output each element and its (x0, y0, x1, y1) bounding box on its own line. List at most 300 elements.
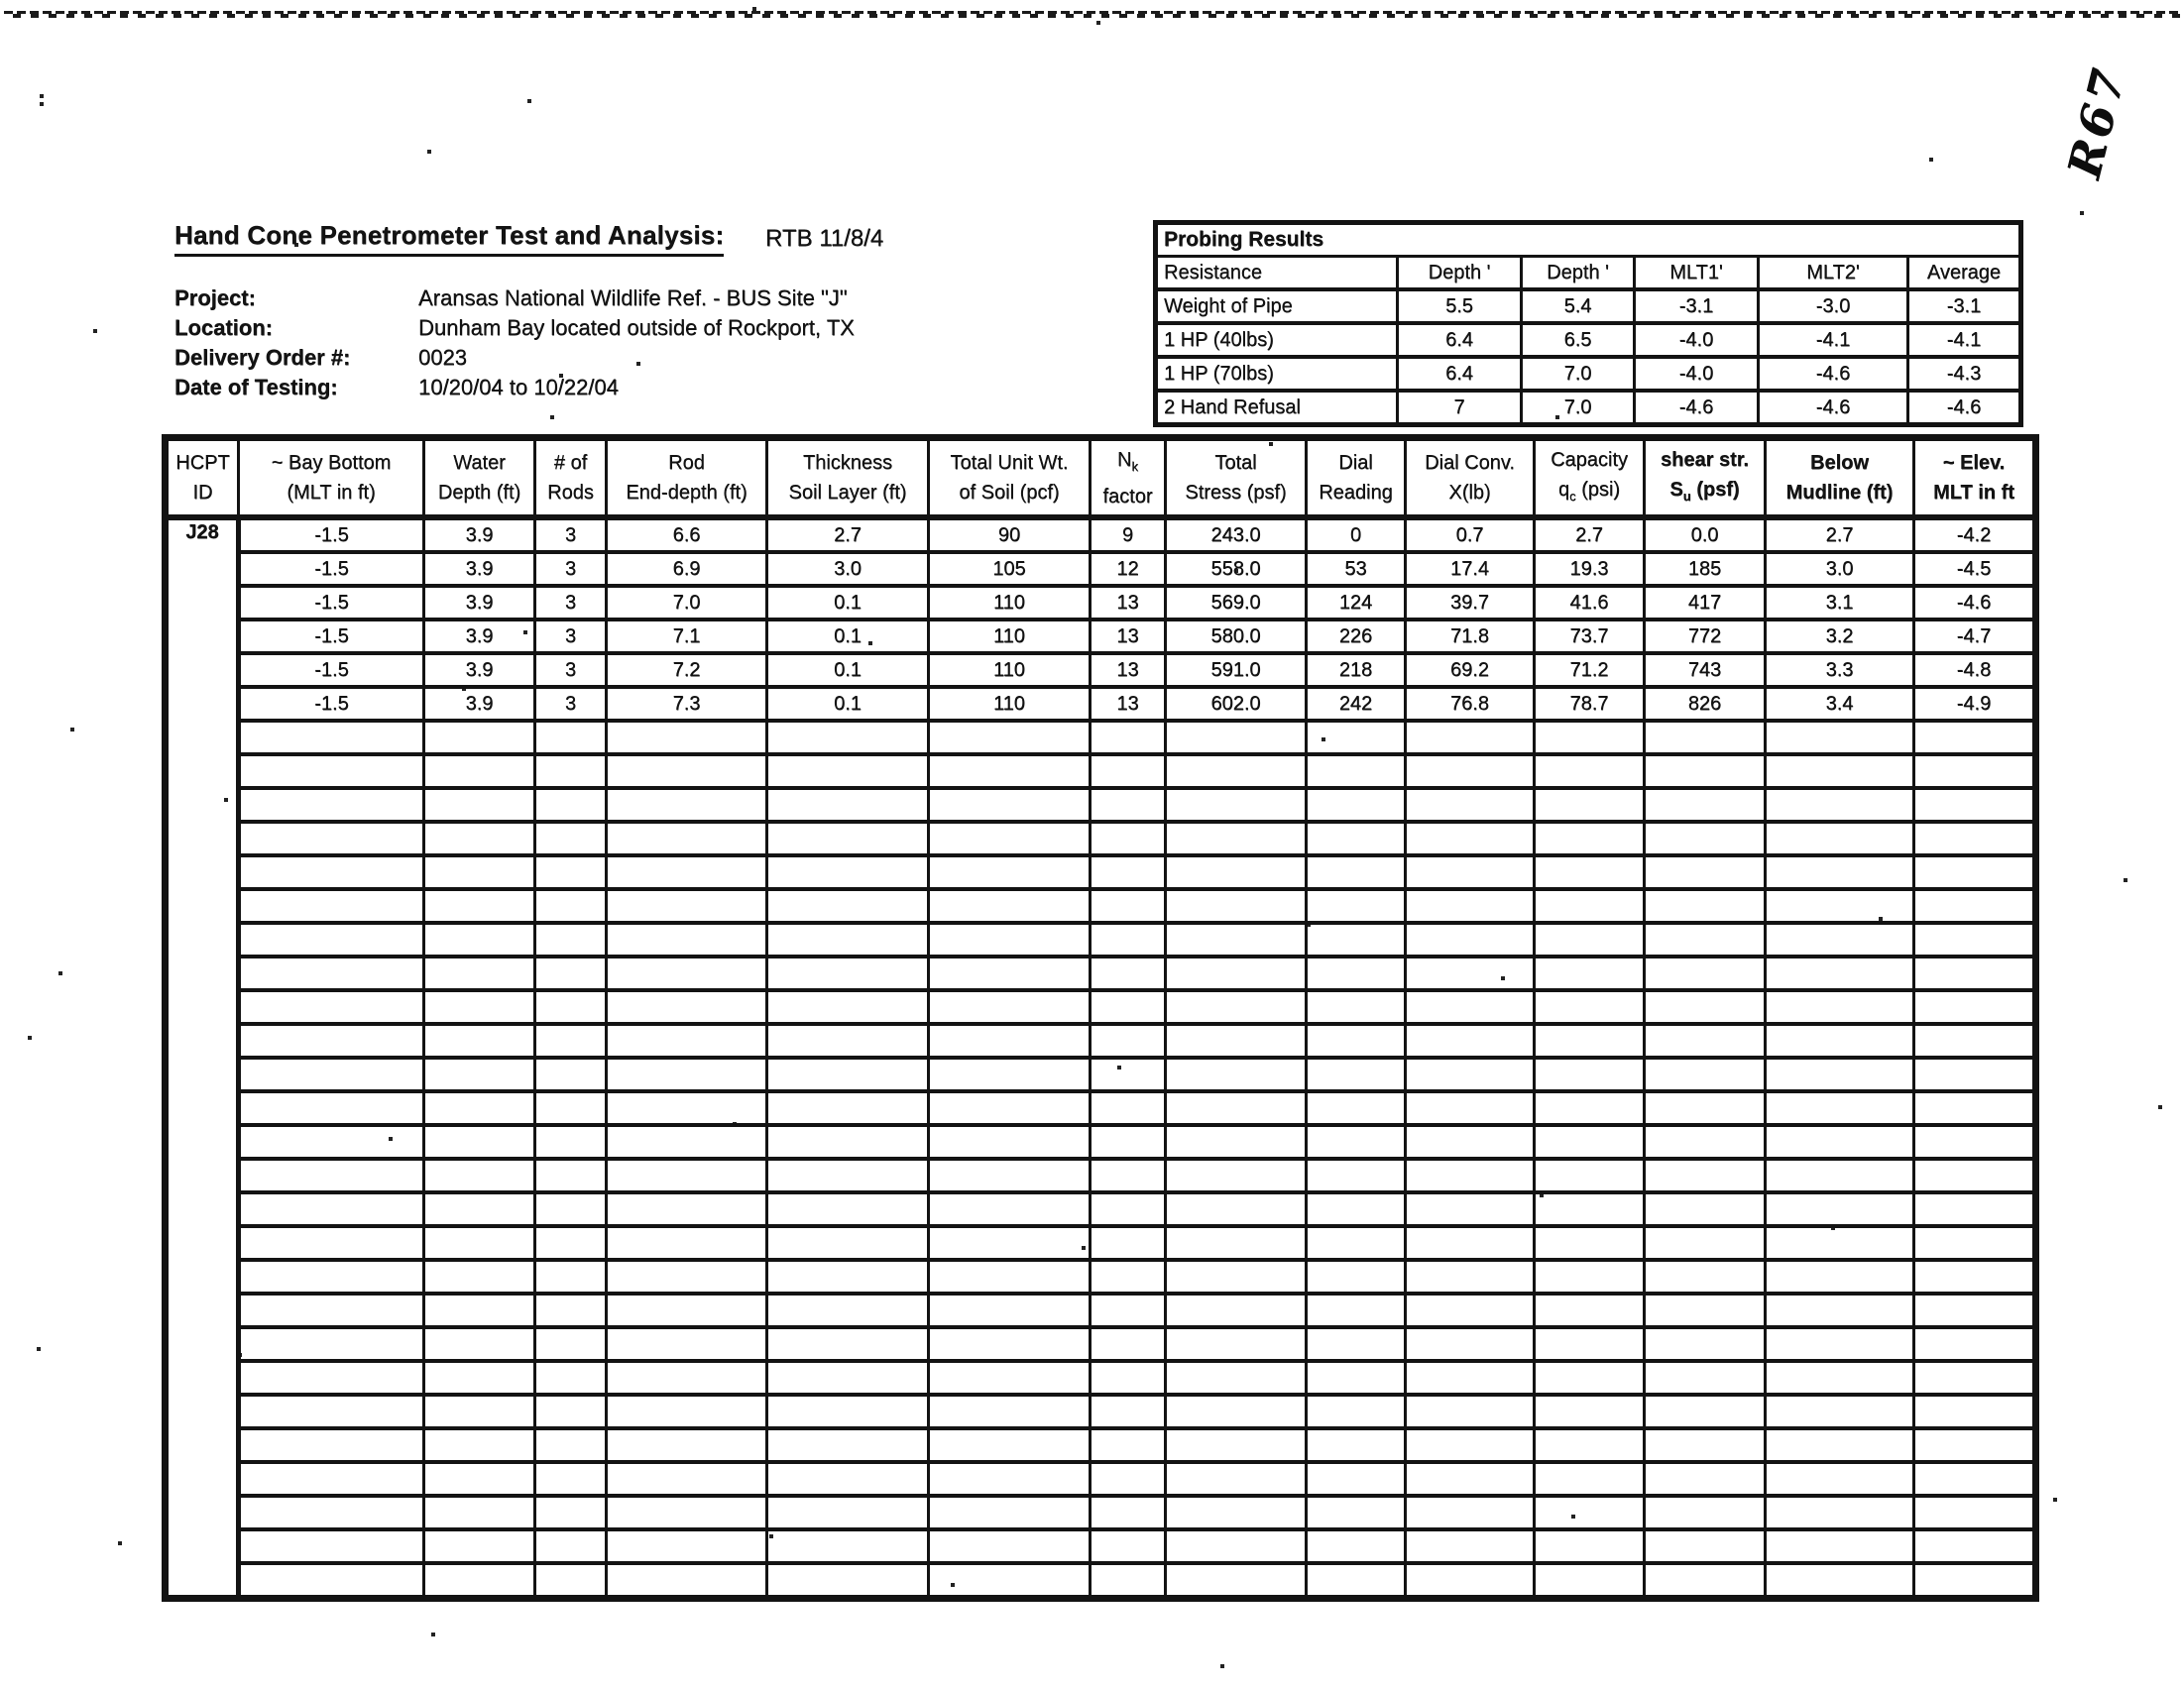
hcpt-cell: 69.2 (1406, 653, 1535, 687)
hcpt-empty-cell (1307, 855, 1406, 889)
probing-cell: -4.1 (1908, 323, 2021, 357)
hcpt-empty-cell (1166, 1024, 1307, 1058)
hcpt-col-header-line2: Depth (ft) (437, 482, 521, 504)
hcpt-col-header-line2: ID (192, 482, 213, 504)
probing-col-header: Depth ' (1398, 257, 1522, 290)
hcpt-empty-cell (1914, 788, 2036, 822)
hcpt-col-header (535, 438, 607, 518)
hcpt-cell: -1.5 (239, 552, 424, 586)
hcpt-empty-cell (767, 1462, 929, 1496)
probing-col-header: Depth ' (1522, 257, 1635, 290)
hcpt-empty-cell (607, 721, 767, 754)
hcpt-empty-cell (1307, 1563, 1406, 1599)
hcpt-empty-cell (239, 855, 424, 889)
hcpt-empty-cell (1091, 1496, 1166, 1529)
hcpt-empty-cell (1406, 1226, 1535, 1260)
probing-cell: -3.1 (1635, 289, 1759, 323)
hcpt-empty-cell (1645, 1462, 1766, 1496)
hcpt-empty-cell (1645, 990, 1766, 1024)
hcpt-empty-row (166, 1395, 2036, 1428)
hcpt-empty-cell (607, 822, 767, 855)
hcpt-empty-cell (424, 1260, 535, 1294)
hcpt-col-header-line1: Rod (668, 452, 705, 474)
hcpt-empty-cell (1166, 721, 1307, 754)
hcpt-empty-cell (1535, 1462, 1645, 1496)
hcpt-empty-cell (424, 1563, 535, 1599)
hcpt-empty-cell (424, 1462, 535, 1496)
probing-header-row (1156, 257, 2021, 290)
hcpt-empty-cell (1406, 923, 1535, 957)
hcpt-cell: 3 (535, 586, 607, 620)
hcpt-empty-cell (424, 1226, 535, 1260)
hcpt-col-header-line2: End-depth (ft) (626, 482, 747, 504)
hcpt-empty-cell (1166, 1192, 1307, 1226)
hcpt-empty-cell (1091, 1529, 1166, 1563)
hcpt-empty-cell (1091, 889, 1166, 923)
hcpt-empty-cell (424, 1395, 535, 1428)
hcpt-col-header-line2: X(lb) (1448, 482, 1491, 504)
hcpt-empty-cell (1307, 788, 1406, 822)
hcpt-empty-cell (535, 957, 607, 990)
hcpt-col-header-line2: Soil Layer (ft) (788, 482, 907, 504)
hcpt-empty-cell (929, 1428, 1091, 1462)
hcpt-empty-row (166, 923, 2036, 957)
delivery-order-value: 0023 (418, 345, 467, 370)
probing-row-label: 1 HP (40lbs) (1156, 323, 1398, 357)
hcpt-col-header-line1: Water (453, 452, 506, 474)
hcpt-cell: 242 (1307, 687, 1406, 721)
hcpt-empty-cell (1091, 822, 1166, 855)
hcpt-empty-row (166, 889, 2036, 923)
hcpt-empty-cell (1535, 1496, 1645, 1529)
hcpt-empty-cell (1307, 1159, 1406, 1192)
hcpt-empty-cell (1166, 788, 1307, 822)
hcpt-col-header-line1: ~ Bay Bottom (271, 452, 392, 474)
hcpt-cell: 41.6 (1535, 586, 1645, 620)
hcpt-empty-cell (767, 1226, 929, 1260)
hcpt-empty-cell (535, 1192, 607, 1226)
hcpt-empty-cell (535, 721, 607, 754)
hcpt-empty-cell (929, 1462, 1091, 1496)
hcpt-empty-cell (1645, 957, 1766, 990)
hcpt-empty-cell (1406, 1125, 1535, 1159)
hcpt-col-header (1914, 438, 2036, 518)
hcpt-empty-cell (1535, 1058, 1645, 1091)
hcpt-empty-cell (607, 1428, 767, 1462)
hcpt-empty-cell (1645, 1260, 1766, 1294)
probing-col-header: MLT2' (1759, 257, 1908, 290)
probing-data-row (1156, 289, 2021, 323)
hcpt-empty-cell (1091, 923, 1166, 957)
hcpt-empty-cell (1091, 1024, 1166, 1058)
hcpt-col-header (166, 438, 239, 518)
hcpt-empty-cell (1091, 1159, 1166, 1192)
hcpt-empty-cell (1914, 923, 2036, 957)
hcpt-empty-cell (1766, 1192, 1914, 1226)
hcpt-empty-cell (1406, 1091, 1535, 1125)
hcpt-col-header-line2: $S_u$ (psf) (1669, 478, 1740, 504)
hcpt-empty-cell (535, 754, 607, 788)
hcpt-empty-cell (1645, 1395, 1766, 1428)
hcpt-empty-cell (1307, 1226, 1406, 1260)
probing-row-label: 1 HP (70lbs) (1156, 357, 1398, 391)
hcpt-empty-row (166, 1529, 2036, 1563)
hcpt-empty-cell (607, 754, 767, 788)
hcpt-empty-cell (1307, 889, 1406, 923)
hcpt-empty-cell (239, 1462, 424, 1496)
hcpt-empty-cell (1307, 1361, 1406, 1395)
hcpt-empty-row (166, 1125, 2036, 1159)
hcpt-empty-row (166, 1260, 2036, 1294)
hcpt-empty-cell (1535, 1428, 1645, 1462)
hcpt-empty-cell (424, 1496, 535, 1529)
hcpt-empty-cell (1307, 957, 1406, 990)
hcpt-empty-cell (1766, 1496, 1914, 1529)
probing-row-label: 2 Hand Refusal (1156, 391, 1398, 425)
hcpt-empty-cell (424, 822, 535, 855)
hcpt-empty-cell (767, 1428, 929, 1462)
hcpt-cell: 73.7 (1535, 620, 1645, 653)
hcpt-empty-cell (1645, 1125, 1766, 1159)
hcpt-empty-cell (607, 1294, 767, 1327)
hcpt-empty-cell (1091, 1192, 1166, 1226)
hcpt-col-header-line2: $q_c$ (psi) (1557, 478, 1621, 504)
hcpt-cell: 3.9 (424, 517, 535, 552)
hcpt-empty-cell (1766, 1125, 1914, 1159)
hcpt-empty-cell (1766, 1058, 1914, 1091)
hcpt-cell: 13 (1091, 653, 1166, 687)
hcpt-empty-cell (607, 1462, 767, 1496)
hcpt-empty-cell (929, 1260, 1091, 1294)
hcpt-empty-cell (1535, 1563, 1645, 1599)
hcpt-empty-cell (1406, 788, 1535, 822)
hcpt-empty-cell (239, 1529, 424, 1563)
hcpt-empty-row (166, 1294, 2036, 1327)
hcpt-empty-cell (239, 1058, 424, 1091)
hcpt-empty-cell (1535, 990, 1645, 1024)
hcpt-empty-cell (1645, 1428, 1766, 1462)
hcpt-empty-cell (239, 889, 424, 923)
hcpt-empty-cell (767, 1024, 929, 1058)
hcpt-cell: 226 (1307, 620, 1406, 653)
hcpt-col-header-line1: ~ Elev. (1942, 452, 2006, 474)
hcpt-empty-cell (1166, 754, 1307, 788)
hcpt-empty-cell (239, 1091, 424, 1125)
probing-cell: -4.6 (1908, 391, 2021, 425)
hcpt-col-header (1307, 438, 1406, 518)
hcpt-empty-cell (607, 889, 767, 923)
hcpt-empty-cell (239, 957, 424, 990)
hcpt-empty-cell (1535, 754, 1645, 788)
hcpt-empty-cell (1645, 1563, 1766, 1599)
probing-cell: -4.6 (1759, 357, 1908, 391)
hcpt-empty-cell (239, 1125, 424, 1159)
hcpt-empty-cell (424, 1058, 535, 1091)
hcpt-empty-cell (929, 1192, 1091, 1226)
hcpt-cell: 124 (1307, 586, 1406, 620)
hcpt-empty-cell (1914, 1260, 2036, 1294)
hcpt-col-header-line1: Capacity (1551, 448, 1628, 471)
hcpt-cell: 2.7 (1535, 517, 1645, 552)
hcpt-empty-cell (607, 957, 767, 990)
hcpt-empty-row (166, 990, 2036, 1024)
hcpt-cell: 3.4 (1766, 687, 1914, 721)
hcpt-empty-cell (1645, 754, 1766, 788)
hcpt-col-header-line1: Dial Conv. (1425, 452, 1515, 474)
hcpt-empty-cell (929, 1024, 1091, 1058)
hcpt-col-header-line2: Stress (psf) (1185, 482, 1287, 504)
probing-data-row (1156, 357, 2021, 391)
hcpt-empty-cell (929, 822, 1091, 855)
hcpt-empty-row (166, 754, 2036, 788)
hcpt-empty-cell (607, 1260, 767, 1294)
hcpt-cell: 12 (1091, 552, 1166, 586)
hcpt-empty-cell (1914, 1159, 2036, 1192)
hcpt-empty-cell (1406, 721, 1535, 754)
hcpt-cell: 90 (929, 517, 1091, 552)
info-row-delivery-order (174, 343, 855, 373)
hcpt-empty-cell (1766, 1563, 1914, 1599)
hcpt-empty-cell (1645, 1496, 1766, 1529)
hcpt-col-header (1766, 438, 1914, 518)
hcpt-empty-cell (1166, 1294, 1307, 1327)
hcpt-col-header-line1: Thickness (802, 452, 893, 474)
hcpt-empty-cell (1766, 1395, 1914, 1428)
hcpt-cell: 602.0 (1166, 687, 1307, 721)
hcpt-col-header-line1: $N_k$ (1117, 448, 1138, 474)
hcpt-empty-cell (1166, 1395, 1307, 1428)
date-of-testing-value: 10/20/04 to 10/22/04 (418, 375, 619, 399)
hcpt-empty-cell (929, 1327, 1091, 1361)
hcpt-empty-cell (535, 1159, 607, 1192)
probing-row-label: Weight of Pipe (1156, 289, 1398, 323)
hcpt-cell: 580.0 (1166, 620, 1307, 653)
scan-noise-speckles (0, 0, 2, 2)
hcpt-empty-cell (424, 1091, 535, 1125)
hcpt-empty-cell (1166, 1462, 1307, 1496)
probing-cell: 7.0 (1522, 391, 1635, 425)
hcpt-empty-cell (607, 990, 767, 1024)
hcpt-empty-cell (239, 1159, 424, 1192)
hcpt-empty-cell (1166, 1058, 1307, 1091)
hcpt-empty-cell (535, 923, 607, 957)
probing-data-row (1156, 391, 2021, 425)
hcpt-empty-cell (239, 990, 424, 1024)
probing-cell: 5.5 (1398, 289, 1522, 323)
hcpt-empty-cell (424, 788, 535, 822)
hcpt-cell: 39.7 (1406, 586, 1535, 620)
hcpt-empty-cell (1091, 957, 1166, 990)
hcpt-empty-cell (767, 1361, 929, 1395)
hcpt-empty-cell (535, 1361, 607, 1395)
hcpt-empty-cell (1307, 822, 1406, 855)
hcpt-empty-cell (607, 1024, 767, 1058)
hcpt-empty-cell (767, 923, 929, 957)
hcpt-empty-cell (1166, 1226, 1307, 1260)
hcpt-empty-cell (1307, 1529, 1406, 1563)
hcpt-data-table (162, 434, 2039, 1602)
hcpt-cell: 417 (1645, 586, 1766, 620)
hcpt-empty-cell (767, 1294, 929, 1327)
hcpt-empty-cell (929, 855, 1091, 889)
hcpt-empty-cell (1406, 1462, 1535, 1496)
hcpt-data-row (166, 687, 2036, 721)
probing-cell: -4.1 (1759, 323, 1908, 357)
hcpt-empty-row (166, 1024, 2036, 1058)
hcpt-empty-cell (239, 1361, 424, 1395)
hcpt-empty-cell (607, 1091, 767, 1125)
hcpt-empty-cell (1766, 1529, 1914, 1563)
hcpt-empty-cell (535, 855, 607, 889)
hcpt-empty-cell (1766, 788, 1914, 822)
hcpt-empty-cell (767, 1260, 929, 1294)
hcpt-empty-cell (929, 957, 1091, 990)
hcpt-cell: 110 (929, 586, 1091, 620)
probing-cell: 6.4 (1398, 357, 1522, 391)
hcpt-col-header (239, 438, 424, 518)
hcpt-empty-row (166, 1462, 2036, 1496)
hcpt-empty-cell (1535, 822, 1645, 855)
hcpt-empty-cell (1091, 1327, 1166, 1361)
hcpt-empty-cell (239, 1294, 424, 1327)
hcpt-cell: 53 (1307, 552, 1406, 586)
hcpt-empty-cell (1914, 721, 2036, 754)
hcpt-empty-cell (1406, 855, 1535, 889)
hcpt-empty-cell (1766, 822, 1914, 855)
hcpt-empty-cell (424, 721, 535, 754)
hcpt-empty-cell (1645, 1529, 1766, 1563)
hcpt-empty-cell (535, 1496, 607, 1529)
hcpt-empty-cell (1645, 1226, 1766, 1260)
hcpt-empty-cell (1645, 923, 1766, 957)
hcpt-cell: 0.7 (1406, 517, 1535, 552)
scan-artifact-line (4, 10, 2181, 19)
hcpt-cell: 7.0 (607, 586, 767, 620)
hcpt-cell: 3.9 (424, 552, 535, 586)
hcpt-empty-cell (1091, 1462, 1166, 1496)
hcpt-cell: -4.9 (1914, 687, 2036, 721)
hcpt-empty-cell (424, 855, 535, 889)
hcpt-empty-cell (1166, 822, 1307, 855)
hcpt-empty-cell (607, 1226, 767, 1260)
hcpt-empty-cell (1645, 721, 1766, 754)
hcpt-empty-cell (929, 1091, 1091, 1125)
hcpt-empty-cell (1645, 788, 1766, 822)
hcpt-cell: 78.7 (1535, 687, 1645, 721)
hcpt-data-row (166, 620, 2036, 653)
hcpt-empty-cell (1645, 1091, 1766, 1125)
hcpt-empty-cell (1091, 855, 1166, 889)
hcpt-col-header-line2: factor (1102, 485, 1153, 507)
hcpt-empty-cell (1166, 1496, 1307, 1529)
hcpt-empty-cell (1406, 1294, 1535, 1327)
hcpt-empty-cell (767, 788, 929, 822)
hcpt-cell: 71.8 (1406, 620, 1535, 653)
hcpt-empty-cell (535, 1395, 607, 1428)
hcpt-cell: 0.1 (767, 653, 929, 687)
hcpt-cell: 105 (929, 552, 1091, 586)
hcpt-cell: -4.5 (1914, 552, 2036, 586)
hcpt-empty-cell (1406, 1260, 1535, 1294)
hcpt-empty-cell (1406, 754, 1535, 788)
hcpt-empty-cell (607, 1395, 767, 1428)
hcpt-empty-cell (1914, 1496, 2036, 1529)
hcpt-col-header-line1: # of (553, 452, 588, 474)
hcpt-empty-cell (1307, 1125, 1406, 1159)
hcpt-empty-cell (1166, 1125, 1307, 1159)
hcpt-empty-cell (239, 788, 424, 822)
hcpt-empty-cell (1307, 1192, 1406, 1226)
hcpt-empty-cell (1914, 957, 2036, 990)
hcpt-empty-cell (1914, 822, 2036, 855)
probing-results-title: Probing Results (1156, 223, 2021, 257)
hcpt-empty-cell (1645, 1361, 1766, 1395)
hcpt-empty-row (166, 788, 2036, 822)
hcpt-empty-cell (239, 1327, 424, 1361)
hcpt-cell: 0.1 (767, 620, 929, 653)
hcpt-empty-cell (1645, 1024, 1766, 1058)
hcpt-data-row (166, 552, 2036, 586)
hcpt-empty-cell (1914, 754, 2036, 788)
hcpt-empty-cell (767, 855, 929, 889)
hcpt-empty-cell (929, 1496, 1091, 1529)
hcpt-empty-cell (607, 1327, 767, 1361)
hcpt-cell: 9 (1091, 517, 1166, 552)
hcpt-empty-cell (1535, 957, 1645, 990)
hcpt-empty-cell (1535, 1226, 1645, 1260)
hcpt-empty-cell (535, 990, 607, 1024)
info-row-project (174, 283, 855, 313)
hcpt-empty-cell (1645, 822, 1766, 855)
hcpt-empty-cell (767, 1091, 929, 1125)
hcpt-empty-cell (1166, 1159, 1307, 1192)
probing-results-table (1153, 220, 2023, 427)
hcpt-empty-cell (1166, 990, 1307, 1024)
hcpt-empty-cell (424, 1428, 535, 1462)
hcpt-col-header (767, 438, 929, 518)
hcpt-cell: -4.6 (1914, 586, 2036, 620)
hcpt-empty-cell (424, 957, 535, 990)
hcpt-col-header-line1: Total Unit Wt. (950, 452, 1069, 474)
hcpt-cell: 243.0 (1166, 517, 1307, 552)
hcpt-empty-cell (535, 1428, 607, 1462)
hcpt-cell: 71.2 (1535, 653, 1645, 687)
hcpt-empty-cell (1307, 1327, 1406, 1361)
hcpt-empty-cell (1766, 1024, 1914, 1058)
hcpt-empty-cell (424, 1125, 535, 1159)
hcpt-cell: 3.9 (424, 586, 535, 620)
hcpt-empty-cell (1307, 754, 1406, 788)
page-title: Hand Cone Penetrometer Test and Analysis: (174, 220, 724, 257)
hcpt-cell: 110 (929, 687, 1091, 721)
probing-cell: -4.6 (1635, 391, 1759, 425)
project-value: Aransas National Wildlife Ref. - BUS Site "J" (418, 285, 848, 310)
hcpt-empty-cell (535, 1260, 607, 1294)
hcpt-cell: 110 (929, 620, 1091, 653)
hcpt-empty-cell (1406, 957, 1535, 990)
hcpt-empty-cell (239, 1024, 424, 1058)
hcpt-empty-cell (535, 788, 607, 822)
hcpt-empty-cell (1307, 1428, 1406, 1462)
hcpt-empty-cell (1166, 855, 1307, 889)
hcpt-cell: 743 (1645, 653, 1766, 687)
hcpt-empty-cell (239, 1496, 424, 1529)
probing-cell: 6.4 (1398, 323, 1522, 357)
hcpt-empty-cell (1091, 1395, 1166, 1428)
hcpt-empty-cell (424, 1529, 535, 1563)
hcpt-empty-cell (767, 1192, 929, 1226)
hcpt-cell: -1.5 (239, 517, 424, 552)
